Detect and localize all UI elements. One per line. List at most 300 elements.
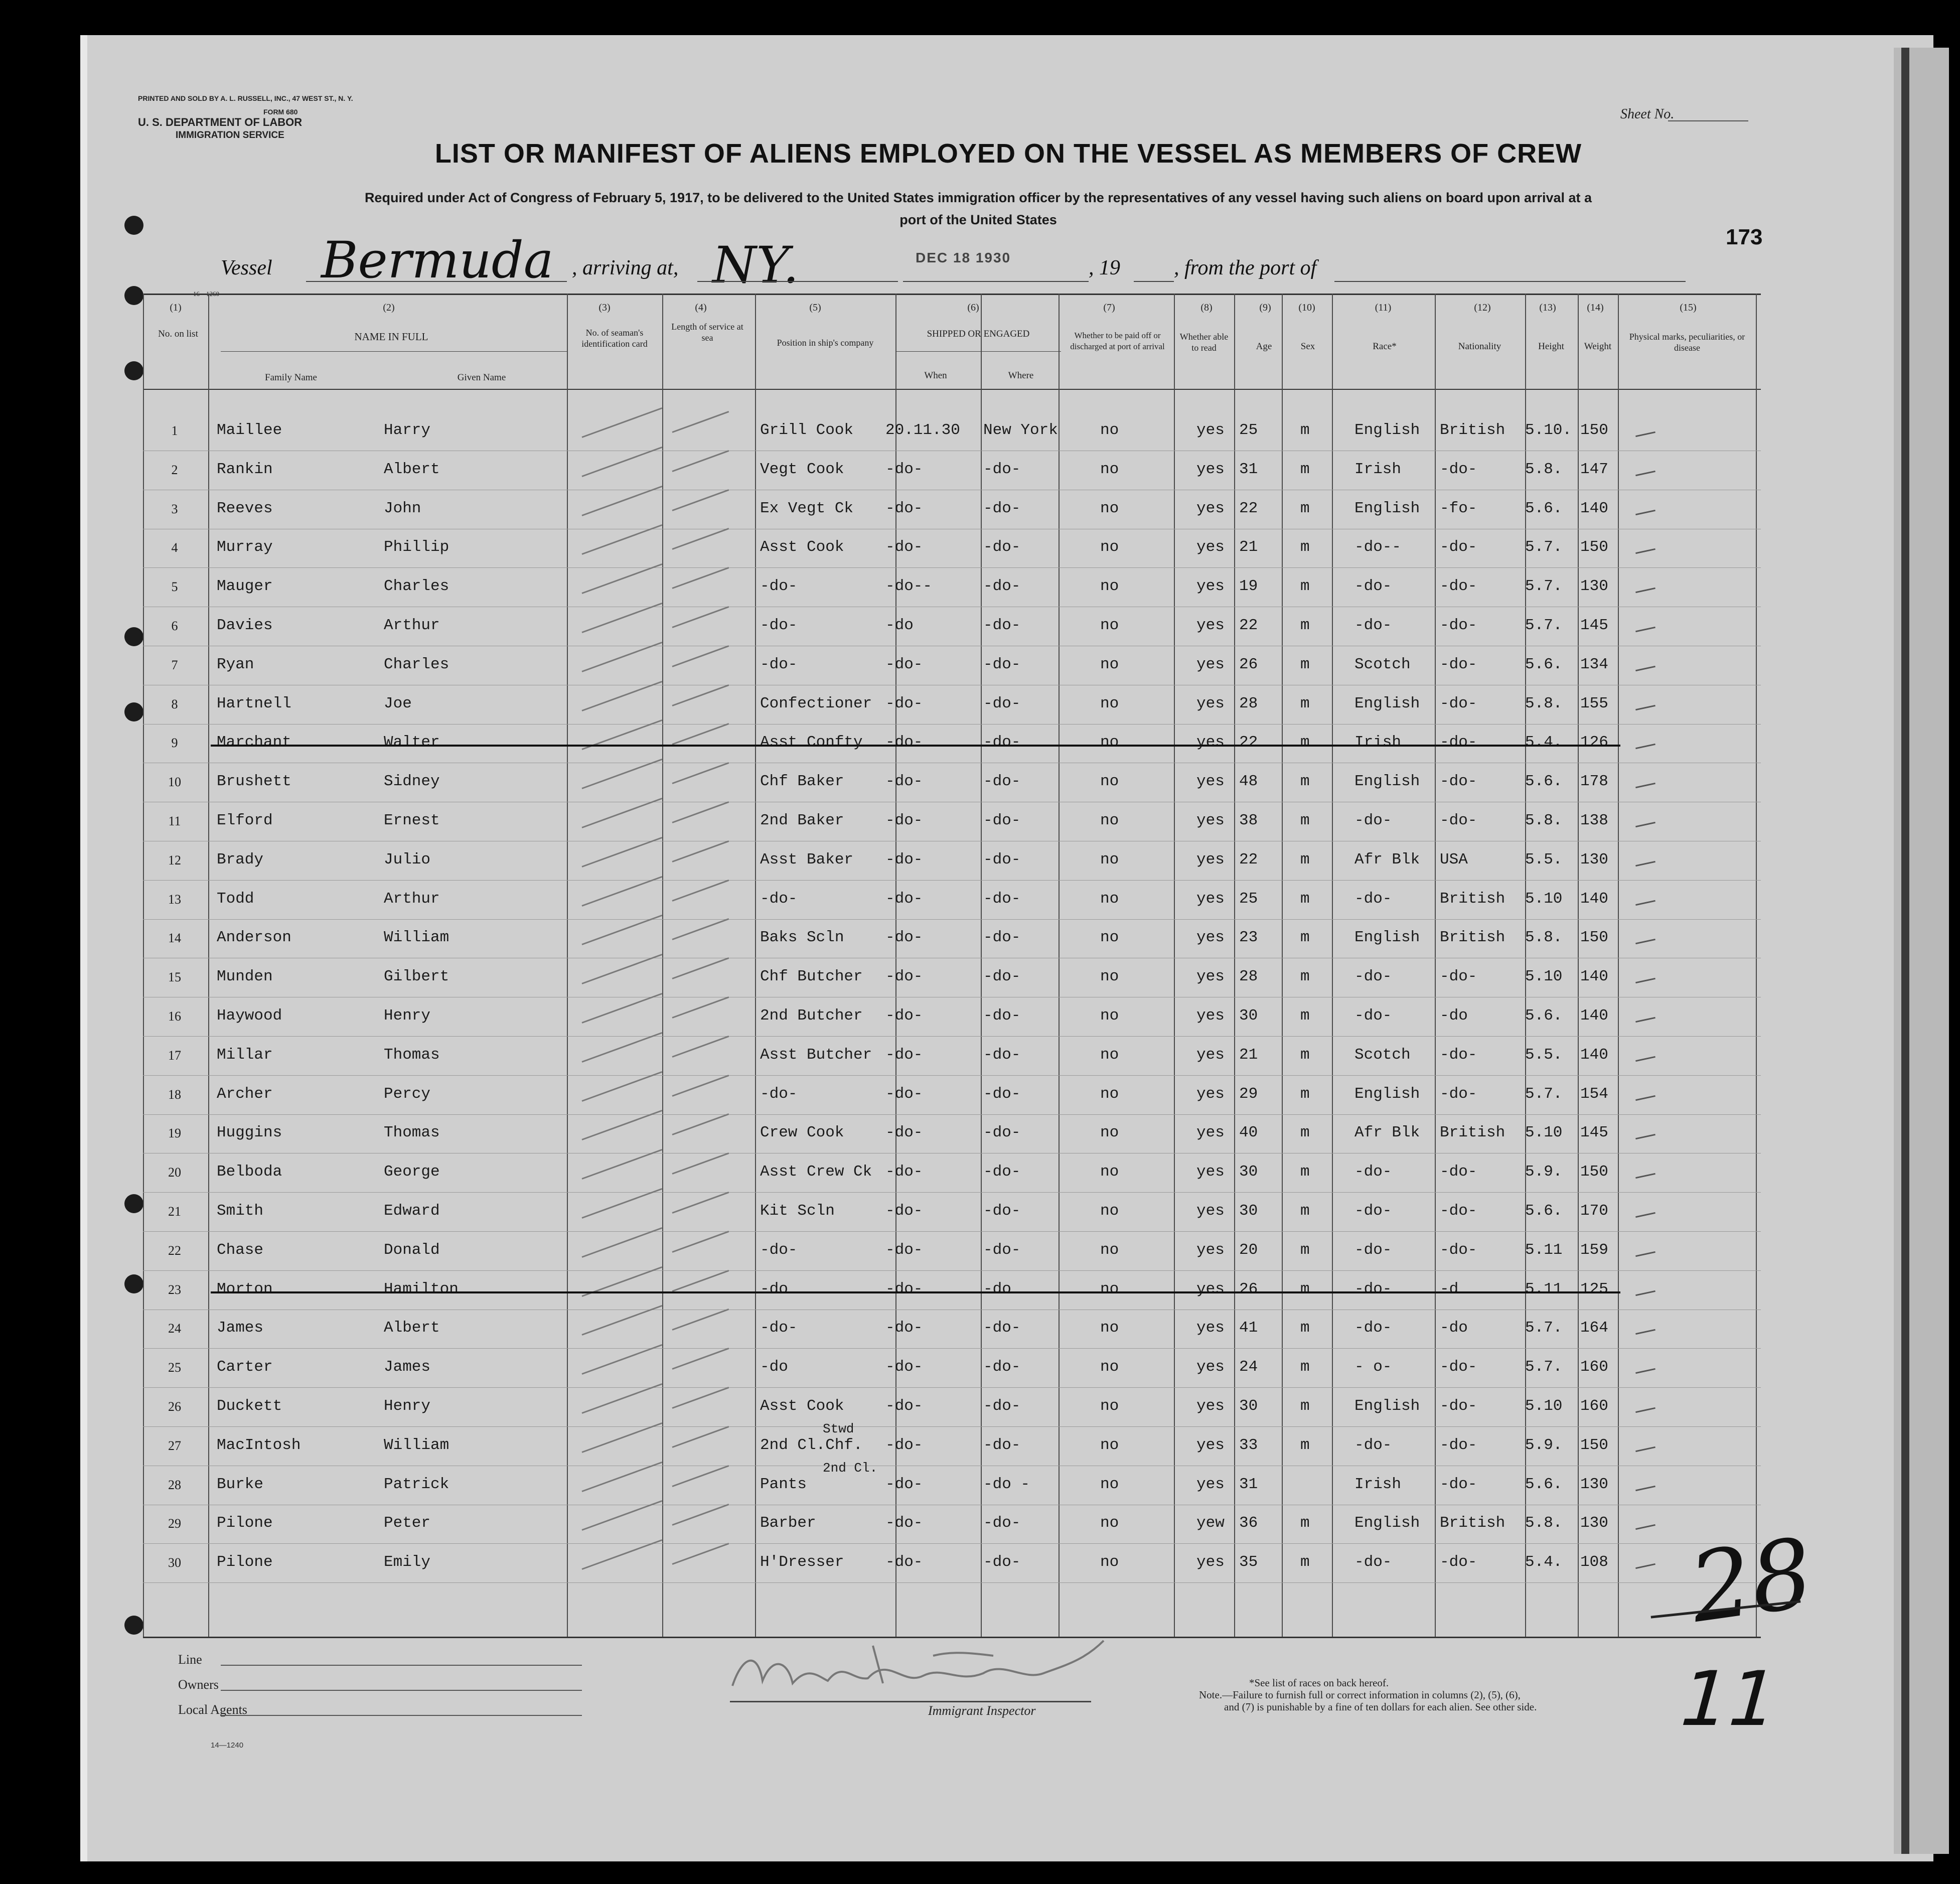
cell-nationality: British	[1440, 929, 1505, 947]
cell-weight: 159	[1580, 1241, 1608, 1259]
cell-weight: 178	[1580, 773, 1608, 791]
cell-where: -do-	[983, 1085, 1021, 1103]
cell-paid: no	[1100, 1475, 1119, 1493]
check-mark	[1635, 431, 1655, 437]
cell-nationality: -do-	[1440, 694, 1477, 712]
cell-height: 5.7.	[1525, 1358, 1563, 1376]
cell-nationality: -do-	[1440, 1241, 1477, 1259]
cell-weight: 130	[1580, 1514, 1608, 1532]
cell-nationality: -do-	[1440, 1358, 1477, 1376]
cell-race: English	[1354, 1397, 1420, 1415]
cell-family: Rankin	[217, 460, 273, 478]
cell-sex: m	[1300, 773, 1310, 791]
cell-sex: m	[1300, 1319, 1310, 1337]
cell-no: 29	[168, 1516, 181, 1531]
colno-10: (10)	[1298, 302, 1315, 313]
cell-race: -do-	[1354, 890, 1392, 908]
cell-read: yes	[1196, 812, 1225, 829]
cell-position: -do-	[760, 655, 798, 673]
header-name-in-full: NAME IN FULL	[354, 331, 428, 343]
cell-race: English	[1354, 1514, 1420, 1532]
cell-race: English	[1354, 499, 1420, 517]
cell-nationality: -do	[1440, 1319, 1468, 1337]
cell-no: 9	[171, 736, 178, 751]
cell-when: -do-	[885, 890, 923, 908]
date-field-line	[903, 281, 1089, 282]
cell-read: yes	[1196, 617, 1225, 634]
cell-where: New York	[983, 421, 1058, 439]
cell-nationality: -do-	[1440, 968, 1477, 986]
cell-age: 28	[1239, 968, 1258, 986]
header-age: Age	[1256, 341, 1272, 352]
header-paid-off: Whether to be paid off or discharged at port of arrival	[1070, 331, 1165, 351]
cell-paid: no	[1100, 1514, 1119, 1532]
cell-where: -do-	[983, 1436, 1021, 1454]
cell-read: yes	[1196, 1085, 1225, 1103]
agents-field	[221, 1715, 582, 1716]
cell-race: Irish	[1354, 1475, 1402, 1493]
cell-where: -do-	[983, 1046, 1021, 1064]
cell-no: 7	[171, 657, 178, 672]
check-mark	[1635, 1212, 1655, 1218]
cell-given: William	[384, 929, 449, 947]
cell-age: 25	[1239, 421, 1258, 439]
cell-paid: no	[1100, 1202, 1119, 1220]
colno-12: (12)	[1474, 302, 1491, 313]
check-mark	[1635, 1134, 1655, 1139]
cell-given: James	[384, 1358, 431, 1376]
cell-paid: no	[1100, 421, 1119, 439]
cell-race: -do-	[1354, 1007, 1392, 1025]
colno-14: (14)	[1587, 302, 1604, 313]
cell-position: -do	[760, 1280, 788, 1298]
cell-nationality: -do-	[1440, 617, 1477, 634]
header-weight: Weight	[1584, 341, 1612, 352]
check-mark	[1635, 1056, 1655, 1062]
cell-no: 26	[168, 1399, 181, 1414]
check-mark	[1635, 1563, 1655, 1569]
cell-when: -do	[885, 617, 914, 634]
cell-family: Munden	[217, 968, 273, 986]
table-row	[0, 538, 1960, 576]
cell-no: 22	[168, 1243, 181, 1258]
vessel-name: Bermuda	[321, 231, 554, 289]
cell-given: Charles	[384, 577, 449, 596]
cell-height: 5.6.	[1525, 655, 1563, 673]
cell-sex: m	[1300, 1436, 1310, 1454]
colno-3: (3)	[598, 302, 611, 313]
cell-age: 22	[1239, 499, 1258, 517]
cell-family: Smith	[217, 1202, 264, 1220]
header-where: Where	[1008, 370, 1034, 381]
cell-height: 5.6.	[1525, 773, 1563, 791]
table-row	[0, 1007, 1960, 1045]
cell-read: yes	[1196, 694, 1225, 712]
cell-paid: no	[1100, 1007, 1119, 1025]
cell-given: Henry	[384, 1007, 431, 1025]
cell-age: 40	[1239, 1124, 1258, 1142]
colno-8: (8)	[1200, 302, 1213, 313]
cell-nationality: -d	[1440, 1280, 1459, 1298]
cell-family: Todd	[217, 890, 254, 908]
cell-race: Afr Blk	[1354, 850, 1420, 868]
cell-paid: no	[1100, 1397, 1119, 1415]
table-row	[0, 1514, 1960, 1552]
cell-sex: m	[1300, 1202, 1310, 1220]
cell-paid: no	[1100, 694, 1119, 712]
cell-where: -do-	[983, 694, 1021, 712]
check-mark	[1635, 548, 1655, 554]
table-row	[0, 500, 1960, 538]
check-mark	[1635, 744, 1655, 749]
page-title: LIST OR MANIFEST OF ALIENS EMPLOYED ON THE VESSEL AS MEMBERS OF CREW	[434, 138, 1582, 169]
table-row	[0, 851, 1960, 889]
cell-given: Peter	[384, 1514, 431, 1532]
owners-field	[221, 1690, 582, 1691]
cell-height: 5.11	[1525, 1241, 1563, 1259]
cell-paid: no	[1100, 850, 1119, 868]
cell-when: -do-	[885, 499, 923, 517]
cell-age: 38	[1239, 812, 1258, 829]
footer-form-code: 14—1240	[211, 1741, 244, 1750]
cell-height: 5.8.	[1525, 812, 1563, 829]
cell-paid: no	[1100, 538, 1119, 556]
sheet-number-label: Sheet No.	[1620, 106, 1675, 122]
cell-family: Hartnell	[217, 694, 291, 712]
cell-family: Davies	[217, 617, 273, 634]
check-mark	[1635, 1251, 1655, 1257]
cell-nationality: -do-	[1440, 538, 1477, 556]
cell-family: Marchant	[217, 734, 291, 752]
cell-position: Barber	[760, 1514, 816, 1532]
cell-read: yew	[1196, 1514, 1225, 1532]
cell-where: -do-	[983, 773, 1021, 791]
printer-credit: PRINTED AND SOLD BY A. L. RUSSELL, INC., 47 WEST ST., N. Y.	[138, 94, 353, 102]
footnote: *See list of races on back hereof. Note.—Failure to furnish full or correct information in columns (2), (5), (6), and (7) is punishable by a fine of ten dollars for each alien. See other side.	[1199, 1677, 1537, 1713]
cell-weight: 140	[1580, 1046, 1608, 1064]
cell-sex: m	[1300, 968, 1310, 986]
cell-paid: no	[1100, 577, 1119, 596]
vessel-label: Vessel	[221, 256, 272, 279]
cell-height: 5.7.	[1525, 617, 1563, 634]
cell-read: yes	[1196, 1358, 1225, 1376]
cell-given: John	[384, 499, 421, 517]
cell-where: -do-	[983, 1202, 1021, 1220]
cell-race: Afr Blk	[1354, 1124, 1420, 1142]
table-row	[0, 461, 1960, 499]
cell-paid: no	[1100, 1085, 1119, 1103]
cell-sex: m	[1300, 655, 1310, 673]
cell-given: Percy	[384, 1085, 431, 1103]
cell-nationality: -do-	[1440, 1085, 1477, 1103]
cell-when: -do-	[885, 1280, 923, 1298]
footer-line-label: Line	[178, 1652, 202, 1667]
cell-height: 5.10	[1525, 1397, 1563, 1415]
cell-weight: 150	[1580, 1163, 1608, 1181]
cell-given: Henry	[384, 1397, 431, 1415]
cell-family: Maillee	[217, 421, 282, 439]
cell-no: 2	[171, 462, 178, 477]
cell-read: yes	[1196, 1436, 1225, 1454]
cell-age: 41	[1239, 1319, 1258, 1337]
cell-given: William	[384, 1436, 449, 1454]
table-row	[0, 577, 1960, 616]
sheet-number-field	[1668, 120, 1748, 121]
cell-read: yes	[1196, 1475, 1225, 1493]
cell-nationality: -do-	[1440, 812, 1477, 829]
cell-no: 19	[168, 1126, 181, 1141]
from-port-label: , from the port of	[1174, 256, 1317, 279]
cell-age: 22	[1239, 734, 1258, 752]
cell-read: yes	[1196, 968, 1225, 986]
colno-4: (4)	[695, 302, 707, 313]
cell-age: 26	[1239, 655, 1258, 673]
table-row	[0, 890, 1960, 928]
cell-where: -do-	[983, 460, 1021, 478]
cell-sex: m	[1300, 890, 1310, 908]
form-code: 16—1260	[193, 290, 219, 298]
page-number: 173	[1726, 225, 1763, 249]
cell-weight: 130	[1580, 850, 1608, 868]
cell-race: English	[1354, 694, 1420, 712]
cell-race: -do-	[1354, 1163, 1392, 1181]
cell-family: Morton	[217, 1280, 273, 1298]
cell-where: -do-	[983, 577, 1021, 596]
cell-position: Kit Scln	[760, 1202, 835, 1220]
cell-paid: no	[1100, 734, 1119, 752]
cell-no: 27	[168, 1438, 181, 1453]
cell-when: -do-	[885, 1319, 923, 1337]
cell-when: -do-	[885, 850, 923, 868]
cell-given: Emily	[384, 1553, 431, 1571]
handwritten-total: 28	[1683, 1517, 1819, 1644]
cell-paid: no	[1100, 1124, 1119, 1142]
cell-position: Asst Crew Ck	[760, 1163, 872, 1181]
footer-agents-label: Local Agents	[178, 1702, 247, 1717]
cell-read: yes	[1196, 1124, 1225, 1142]
cell-family: Belboda	[217, 1163, 282, 1181]
table-row	[0, 968, 1960, 1006]
cell-sex: m	[1300, 1280, 1310, 1298]
cell-weight: 125	[1580, 1280, 1608, 1298]
cell-read: yes	[1196, 1007, 1225, 1025]
cell-paid: no	[1100, 1241, 1119, 1259]
cell-where: -do-	[983, 1007, 1021, 1025]
cell-paid: no	[1100, 460, 1119, 478]
cell-nationality: British	[1440, 421, 1505, 439]
table-row	[0, 1241, 1960, 1279]
check-mark	[1635, 1173, 1655, 1179]
cell-race: -do-	[1354, 812, 1392, 829]
cell-paid: no	[1100, 1046, 1119, 1064]
cell-sex: m	[1300, 694, 1310, 712]
cell-where: -do -	[983, 1475, 1030, 1493]
header-when: When	[924, 370, 947, 381]
cell-nationality: -do-	[1440, 1475, 1477, 1493]
table-header-border	[143, 389, 1761, 390]
cell-where: -do-	[983, 1553, 1021, 1571]
cell-age: 36	[1239, 1514, 1258, 1532]
cell-family: Carter	[217, 1358, 273, 1376]
cell-read: yes	[1196, 655, 1225, 673]
cell-read: yes	[1196, 734, 1225, 752]
cell-height: 5.10	[1525, 1124, 1563, 1142]
cell-no: 23	[168, 1282, 181, 1297]
cell-nationality: British	[1440, 1514, 1505, 1532]
cell-race: -do-	[1354, 1241, 1392, 1259]
cell-position: -do-	[760, 577, 798, 596]
cell-when: -do-	[885, 1358, 923, 1376]
cell-no: 18	[168, 1087, 181, 1102]
cell-height: 5.10	[1525, 890, 1563, 908]
cell-position: Ex Vegt Ck	[760, 499, 854, 517]
check-mark	[1635, 704, 1655, 710]
table-row	[0, 1124, 1960, 1162]
table-row	[0, 1460, 1960, 1514]
cell-family: Huggins	[217, 1124, 282, 1142]
cell-weight: 140	[1580, 968, 1608, 986]
cell-nationality: -do-	[1440, 460, 1477, 478]
cell-given: Phillip	[384, 538, 449, 556]
header-shipped: SHIPPED OR ENGAGED	[927, 329, 1030, 339]
cell-read: yes	[1196, 773, 1225, 791]
cell-when: -do-	[885, 968, 923, 986]
cell-when: -do-	[885, 734, 923, 752]
cell-read: yes	[1196, 1397, 1225, 1415]
cell-height: 5.7.	[1525, 1319, 1563, 1337]
cell-family: MacIntosh	[217, 1436, 301, 1454]
cell-age: 33	[1239, 1436, 1258, 1454]
cell-when: -do-	[885, 1202, 923, 1220]
cell-age: 21	[1239, 538, 1258, 556]
table-row	[0, 1358, 1960, 1396]
table-row	[0, 734, 1960, 772]
cell-where: -do-	[983, 968, 1021, 986]
cell-when: -do-	[885, 929, 923, 947]
cell-position: -do-	[760, 890, 798, 908]
cell-when: -do-	[885, 694, 923, 712]
cell-nationality: -do-	[1440, 1163, 1477, 1181]
cell-family: Brady	[217, 850, 264, 868]
cell-position: Baks Scln	[760, 929, 844, 947]
cell-read: yes	[1196, 577, 1225, 596]
cell-family: Reeves	[217, 499, 273, 517]
page-subtitle: Required under Act of Congress of February 5, 1917, to be delivered to the United States immigration officer by the representatives of any vessel having such aliens on board upon arrival at a port of the United States	[364, 190, 1592, 227]
cell-height: 5.7.	[1525, 577, 1563, 596]
footer-owners-label: Owners	[178, 1677, 219, 1692]
cell-height: 5.4.	[1525, 1553, 1563, 1571]
cell-no: 17	[168, 1048, 181, 1063]
table-row	[0, 421, 1960, 460]
cell-sex: m	[1300, 1007, 1310, 1025]
cell-height: 5.10	[1525, 968, 1563, 986]
cell-no: 25	[168, 1360, 181, 1375]
cell-no: 30	[168, 1555, 181, 1570]
cell-race: - o-	[1354, 1358, 1392, 1376]
header-sex: Sex	[1300, 341, 1315, 352]
cell-age: 24	[1239, 1358, 1258, 1376]
cell-read: yes	[1196, 929, 1225, 947]
cell-family: Archer	[217, 1085, 273, 1103]
cell-weight: 160	[1580, 1397, 1608, 1415]
cell-position: Asst Baker	[760, 850, 854, 868]
cell-weight: 108	[1580, 1553, 1608, 1571]
cell-paid: no	[1100, 1358, 1119, 1376]
check-mark	[1635, 509, 1655, 515]
cell-family: Pilone	[217, 1553, 273, 1571]
cell-age: 30	[1239, 1397, 1258, 1415]
cell-when: -do-	[885, 1241, 923, 1259]
cell-race: Irish	[1354, 734, 1402, 752]
cell-nationality: -do-	[1440, 1202, 1477, 1220]
cell-where: -do-	[983, 734, 1021, 752]
header-family-name: Family Name	[265, 372, 317, 383]
date-stamp: DEC 18 1930	[916, 250, 1011, 265]
cell-given: Thomas	[384, 1124, 440, 1142]
cell-when: -do-	[885, 1436, 923, 1454]
cell-paid: no	[1100, 1319, 1119, 1337]
cell-sex: m	[1300, 1241, 1310, 1259]
cell-weight: 164	[1580, 1319, 1608, 1337]
cell-family: Haywood	[217, 1007, 282, 1025]
cell-race: English	[1354, 421, 1420, 439]
cell-position: 2nd Cl.Chf.	[760, 1436, 863, 1454]
cell-height: 5.8.	[1525, 1514, 1563, 1532]
cell-where: -do-	[983, 1163, 1021, 1181]
cell-position: H'Dresser	[760, 1553, 844, 1571]
cell-read: yes	[1196, 1163, 1225, 1181]
header-physical-marks: Physical marks, peculiarities, or disease	[1629, 332, 1745, 353]
cell-sex: m	[1300, 812, 1310, 829]
header-no-on-list: No. on list	[158, 329, 198, 339]
cell-position: Grill Cook	[760, 421, 854, 439]
cell-sex: m	[1300, 1046, 1310, 1064]
cell-no: 5	[171, 579, 178, 595]
cell-weight: 130	[1580, 577, 1608, 596]
cell-race: Scotch	[1354, 655, 1411, 673]
cell-when: -do-	[885, 1514, 923, 1532]
cell-when: -do-	[885, 460, 923, 478]
cell-weight: 150	[1580, 538, 1608, 556]
cell-given: Thomas	[384, 1046, 440, 1064]
check-mark	[1635, 900, 1655, 905]
cell-family: Brushett	[217, 773, 291, 791]
cell-race: English	[1354, 929, 1420, 947]
cell-family: Chase	[217, 1241, 264, 1259]
cell-when: 20.11.30	[885, 421, 960, 439]
cell-paid: no	[1100, 812, 1119, 829]
cell-no: 28	[168, 1477, 181, 1492]
cell-weight: 138	[1580, 812, 1608, 829]
cell-age: 30	[1239, 1202, 1258, 1220]
cell-given: Sidney	[384, 773, 440, 791]
cell-read: yes	[1196, 421, 1225, 439]
cell-weight: 160	[1580, 1358, 1608, 1376]
cell-position: Chf Baker	[760, 773, 844, 791]
cell-race: English	[1354, 1085, 1420, 1103]
arriving-label: , arriving at,	[572, 256, 679, 279]
cell-given: Ernest	[384, 812, 440, 829]
cell-given: George	[384, 1163, 440, 1181]
table-row	[0, 1421, 1960, 1475]
cell-height: 5.9.	[1525, 1163, 1563, 1181]
cell-weight: 140	[1580, 499, 1608, 517]
cell-when: -do-	[885, 538, 923, 556]
cell-read: yes	[1196, 850, 1225, 868]
cell-nationality: -do-	[1440, 1046, 1477, 1064]
cell-where: -do-	[983, 812, 1021, 829]
shipped-divider	[895, 351, 1061, 352]
